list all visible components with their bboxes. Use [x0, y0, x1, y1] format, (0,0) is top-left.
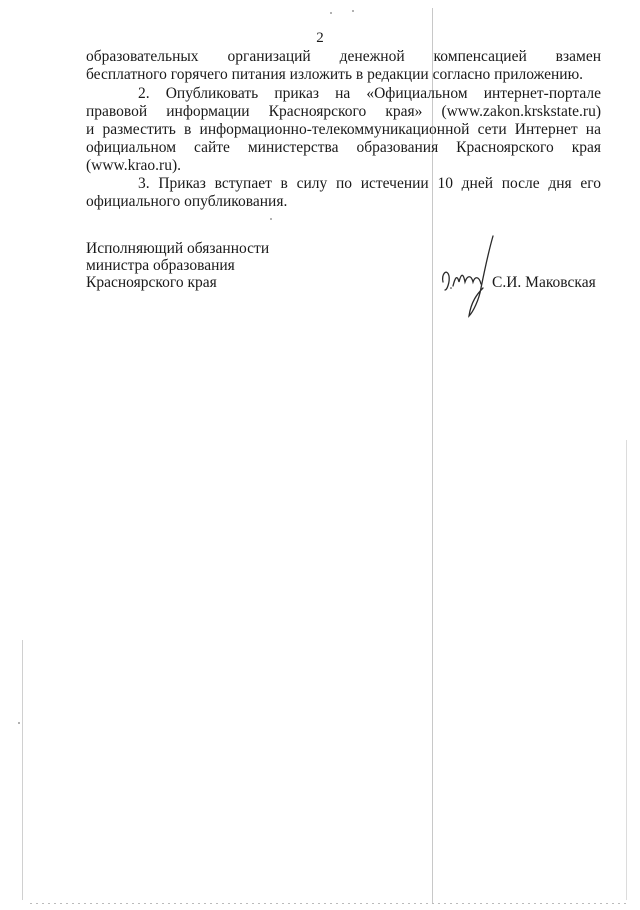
signature-stroke [443, 272, 450, 290]
scan-speck [352, 10, 354, 12]
text-line: (www.krao.ru). [86, 157, 181, 174]
signature-stroke [469, 236, 493, 316]
scan-speck [18, 722, 20, 724]
scan-speck [330, 12, 332, 14]
scan-edge-line [22, 640, 23, 900]
page-number: 2 [316, 30, 324, 46]
signatory-title [86, 240, 269, 291]
signature-stroke [450, 287, 452, 289]
scan-speck [270, 218, 272, 220]
scan-edge-line [626, 440, 627, 900]
text-line: и разместить в информационно-телекоммуникационной сети Интернет на [86, 121, 601, 138]
text-line: официальном сайте министерства образования Красноярского края [86, 139, 601, 156]
signature-stroke [453, 275, 481, 286]
text-line: бесплатного горячего питания изложить в редакции согласно приложению. [86, 66, 584, 83]
text-line: 3. Приказ вступает в силу по истечении 10 дней после дня его [138, 175, 601, 192]
signatory-name: С.И. Маковская [492, 274, 596, 291]
signatory-title-line: Красноярского края [86, 274, 217, 291]
signatory-title-line: Исполняющий обязанности [86, 240, 270, 257]
scan-noise [30, 903, 630, 904]
text-line: 2. Опубликовать приказ на «Официальном интернет-портале [138, 85, 601, 102]
signatory-title-line: министра образования [86, 257, 235, 274]
text-line: правовой информации Красноярского края» (www.zakon.krskstate.ru) [86, 103, 601, 120]
text-line: образовательных организаций денежной компенсацией взамен [86, 48, 601, 65]
text-line: официального опубликования. [86, 193, 288, 210]
